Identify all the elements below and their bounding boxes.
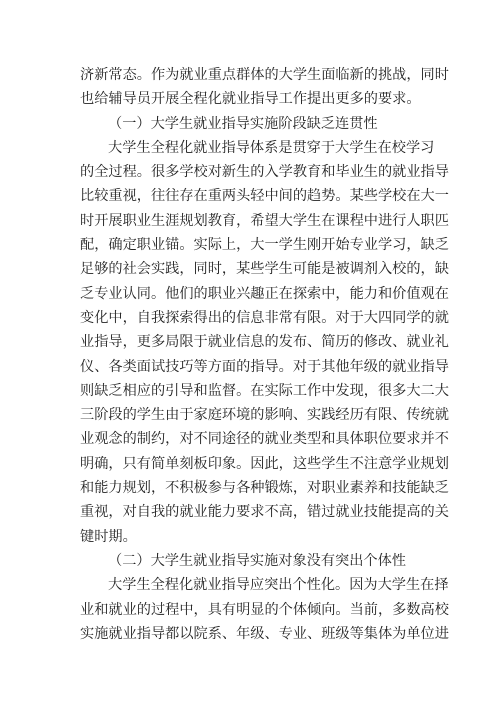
paragraph-line: 和能力规划，不积极参与各种锻炼，对职业素养和技能缺乏	[80, 480, 449, 497]
paragraph-line: 明确，只有简单刻板印象。因此，这些学生不注意学业规划	[80, 455, 449, 472]
paragraph-line: 的全过程。很多学校对新生的入学教育和毕业生的就业指导	[80, 164, 449, 181]
paragraph-line: 时开展职业生涯规划教育，希望大学生在课程中进行人职匹	[80, 212, 449, 229]
paragraph-line: 大学生全程化就业指导应突出个性化。因为大学生在择	[108, 577, 449, 594]
paragraph-line: 仪、各类面试技巧等方面的指导。对于其他年级的就业指导	[80, 358, 449, 375]
paragraph-line: 比较重视，往往存在重两头轻中间的趋势。某些学校在大一	[80, 188, 449, 205]
paragraph-line: 变化中，自我探索得出的信息非常有限。对于大四同学的就	[80, 309, 449, 326]
paragraph-line: 业观念的制约，对不同途径的就业类型和具体职位要求并不	[80, 431, 449, 448]
paragraph-line: 足够的社会实践，同时，某些学生可能是被调剂入校的，缺	[80, 261, 449, 278]
paragraph-line: 则缺乏相应的引导和监督。在实际工作中发现，很多大二大	[80, 382, 449, 399]
section-heading: （二）大学生就业指导实施对象没有突出个体性	[108, 552, 406, 569]
section-heading: （一）大学生就业指导实施阶段缺乏连贯性	[108, 115, 378, 132]
paragraph-line: 济新常态。作为就业重点群体的大学生面临新的挑战，同时	[80, 67, 449, 83]
paragraph-line: 业和就业的过程中，具有明显的个体倾向。当前，多数高校	[80, 601, 449, 618]
paragraph-line: 三阶段的学生由于家庭环境的影响、实践经历有限、传统就	[80, 407, 449, 424]
paragraph-line: 乏专业认同。他们的职业兴趣正在探索中，能力和价值观在	[80, 285, 449, 302]
document-page	[80, 63, 449, 646]
paragraph-line: 大学生全程化就业指导体系是贯穿于大学生在校学习	[108, 139, 435, 156]
paragraph-line: 键时期。	[80, 528, 137, 545]
paragraph-line: 重视，对自我的就业能力要求不高，错过就业技能提高的关	[80, 504, 449, 521]
paragraph-line: 业指导，更多局限于就业信息的发布、简历的修改、就业礼	[80, 334, 449, 351]
paragraph-line: 也给辅导员开展全程化就业指导工作提出更多的要求。	[80, 91, 421, 108]
paragraph-line: 实施就业指导都以院系、年级、专业、班级等集体为单位进	[80, 625, 449, 642]
paragraph-line: 配，确定职业锚。实际上，大一学生刚开始专业学习，缺乏	[80, 237, 449, 254]
